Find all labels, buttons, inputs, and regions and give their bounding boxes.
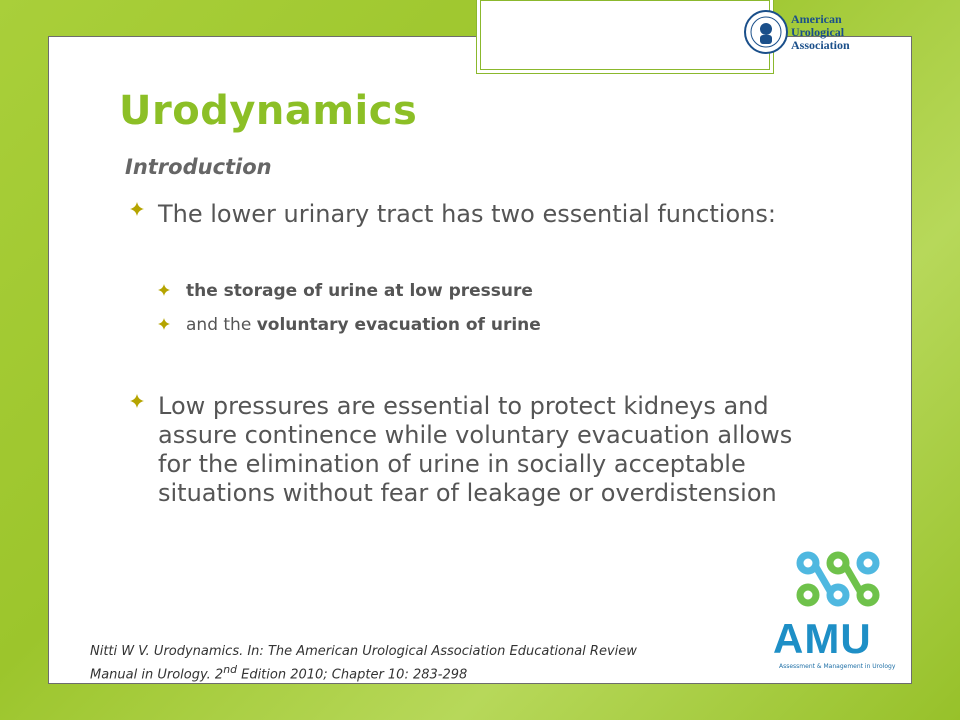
bullet-icon	[130, 202, 144, 216]
aua-logo-box	[480, 0, 850, 70]
aua-line-2: Urological	[791, 25, 845, 39]
slide-title: Urodynamics	[119, 88, 418, 134]
amu-tagline: Assessment & Management in Urology	[779, 663, 896, 670]
sub-bullet-1-text: the storage of urine at low pressure	[186, 281, 533, 301]
citation-superscript: nd	[223, 663, 237, 676]
citation-line-2	[90, 661, 770, 684]
aua-line-1: American	[791, 12, 842, 26]
amu-logo-text: AMU	[773, 615, 872, 662]
aua-logo-text	[791, 13, 850, 52]
citation-line-1: Nitti W V. Urodynamics. In: The American Urological Association Educational Review	[90, 644, 637, 659]
citation-line-2-suffix: Edition 2010; Chapter 10: 283-298	[236, 667, 468, 683]
citation	[90, 643, 770, 684]
bullet-2-text: Low pressures are essential to protect kidneys and assure continence while voluntary evacuation allows for the elimination of urine in socially acceptable situations without fear of leakage or overdistension	[158, 392, 793, 507]
bullet-icon	[130, 394, 144, 408]
bullet-1-text: The lower urinary tract has two essential functions:	[158, 200, 776, 228]
sub-bullet-icon	[158, 284, 170, 296]
aua-seal-icon	[743, 9, 789, 55]
sub-bullet-2-text	[186, 315, 541, 335]
sub-bullet-2-bold: voluntary evacuation of urine	[256, 315, 541, 335]
sub-bullet-icon	[158, 318, 170, 330]
sub-bullet-2-prefix: and the	[186, 315, 257, 335]
aua-line-3: Association	[791, 38, 850, 52]
slide-subtitle: Introduction	[125, 155, 272, 179]
citation-line-2-prefix: Manual in Urology. 2	[90, 667, 224, 683]
